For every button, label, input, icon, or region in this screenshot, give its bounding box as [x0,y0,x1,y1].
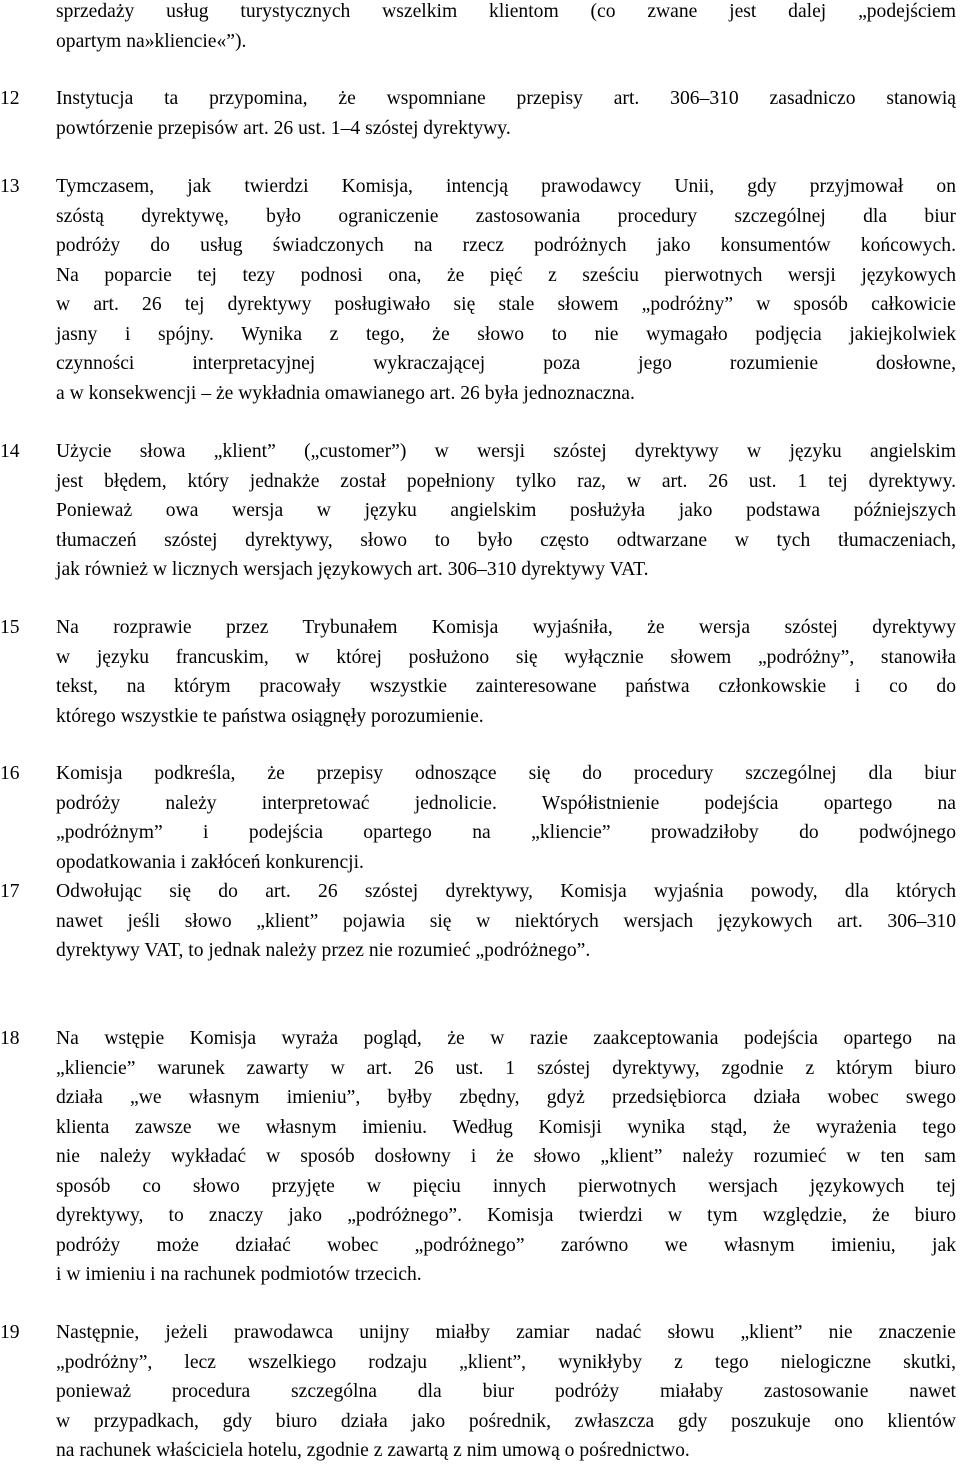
text-line: Użycie słowa „klient” („customer”) w wersji szóstej dyrektywy w języku angielskim [56,441,956,462]
text-line: tekst, na którym pracowały wszystkie zainteresowane państwa członkowskie i co do [56,676,956,697]
text-line: Na wstępie Komisja wyraża pogląd, że w razie zaakceptowania podejścia opartego na [56,1028,956,1049]
text-line: Na rozprawie przez Trybunałem Komisja wyjaśniła, że wersja szóstej dyrektywy [56,617,956,638]
text-line: opodatkowania i zakłóceń konkurencji. [56,851,364,873]
text-line: jest błędem, który jednakże został popełniony tylko raz, w art. 26 ust. 1 tej dyrektywy. [56,470,956,492]
text-line: „kliencie” warunek zawarty w art. 26 ust. 1 szóstej dyrektywy, zgodnie z którym biuro [56,1057,956,1079]
text-line: dyrektywy, to znaczy jako „podróżnego”. Komisja twierdzi w tym względzie, że biuro [56,1205,956,1226]
text-line: Tymczasem, jak twierdzi Komisja, intencją prawodawcy Unii, gdy przyjmował on [56,176,956,197]
text-line: Komisja podkreśla, że przepisy odnoszące się do procedury szczególnej dla biur [56,763,956,784]
paragraph-17 [0,877,960,966]
text-line: Ponieważ owa wersja w języku angielskim posłużyła jako podstawa późniejszych [56,500,956,521]
text-line: podróży należy interpretować jednolicie. Współistnienie podejścia opartego na [56,792,956,814]
text-line: działa „we własnym imieniu”, byłby zbędny, gdyż przedsiębiorca działa wobec swego [56,1087,956,1108]
text-line: dyrektywy VAT, to jednak należy przez nie rozumieć „podróżnego”. [56,940,591,961]
paragraph-continuation [0,0,960,56]
text-line: nie należy wykładać w sposób dosłowny i że słowo „klient” należy rozumieć w ten sam [56,1146,956,1167]
paragraph-16 [0,759,960,877]
paragraph-number: 15 [0,617,20,638]
paragraph-19 [0,1318,960,1466]
text-line: Odwołując się do art. 26 szóstej dyrektywy, Komisja wyjaśnia powody, dla których [56,881,956,902]
text-line: opartym na»kliencie«”). [56,30,247,52]
text-line: Na poparcie tej tezy podnosi ona, że pięć z sześciu pierwotnych wersji językowych [56,264,956,286]
text-line: klienta zawsze we własnym imieniu. Według Komisji wynika stąd, że wyrażenia tego [56,1116,956,1138]
text-line: jak również w licznych wersjach językowych art. 306–310 dyrektywy VAT. [56,559,649,580]
paragraph-number: 19 [0,1322,20,1343]
paragraph-14 [0,437,960,585]
text-line: na rachunek właściciela hotelu, zgodnie z zawartą z nim umową o pośrednictwo. [56,1440,690,1461]
paragraph-18 [0,1024,960,1290]
text-line: ponieważ procedura szczególna dla biur podróży miałaby zastosowanie nawet [56,1381,956,1402]
paragraph-number: 14 [0,441,20,462]
paragraph-15 [0,613,960,731]
text-line: sprzedaży usług turystycznych wszelkim klientom (co zwane jest dalej „podejściem [56,1,956,22]
text-line: czynności interpretacyjnej wykraczającej poza jego rozumienie dosłowne, [56,353,956,374]
paragraph-13 [0,172,960,408]
paragraph-number: 13 [0,176,20,197]
text-line: szóstą dyrektywę, było ograniczenie zastosowania procedury szczególnej dla biur [56,205,956,227]
text-line: sposób co słowo przyjęte w pięciu innych pierwotnych wersjach językowych tej [56,1175,956,1197]
text-line: w art. 26 tej dyrektywy posługiwało się stale słowem „podróżny” w sposób całkowicie [56,294,956,315]
paragraph-number: 16 [0,763,20,784]
text-line: Instytucja ta przypomina, że wspomniane przepisy art. 306–310 zasadniczo stanowią [56,88,956,109]
paragraph-number: 17 [0,881,20,902]
text-line: Następnie, jeżeli prawodawca unijny miałby zamiar nadać słowu „klient” nie znaczenie [56,1322,956,1343]
paragraph-number: 18 [0,1028,20,1049]
text-line: a w konsekwencji – że wykładnia omawianego art. 26 była jednoznaczna. [56,382,635,404]
text-line: tłumaczeń szóstej dyrektywy, słowo to było często odtwarzane w tych tłumaczeniach, [56,529,956,551]
text-line: w przypadkach, gdy biuro działa jako pośrednik, zwłaszcza gdy poszukuje ono klientów [56,1410,956,1432]
text-line: którego wszystkie te państwa osiągnęły porozumienie. [56,705,484,727]
text-line: powtórzenie przepisów art. 26 ust. 1–4 szóstej dyrektywy. [56,117,511,139]
text-line: nawet jeśli słowo „klient” pojawia się w niektórych wersjach językowych art. 306–310 [56,910,956,932]
text-line: podróży może działać wobec „podróżnego” zarówno we własnym imieniu, jak [56,1234,956,1256]
paragraph-number: 12 [0,88,20,109]
paragraph-12 [0,84,960,143]
text-line: i w imieniu i na rachunek podmiotów trzecich. [56,1264,422,1285]
text-line: w języku francuskim, w której posłużono się wyłącznie słowem „podróżny”, stanowiła [56,646,956,668]
text-line: „podróżnym” i podejścia opartego na „kliencie” prowadziłoby do podwójnego [56,822,956,843]
text-line: „podróżny”, lecz wszelkiego rodzaju „klient”, wynikłyby z tego nielogiczne skutki, [56,1351,956,1373]
text-line: jasny i spójny. Wynika z tego, że słowo to nie wymagało podjęcia jakiejkolwiek [56,323,956,345]
text-line: podróży do usług świadczonych na rzecz podróżnych jako konsumentów końcowych. [56,235,956,256]
